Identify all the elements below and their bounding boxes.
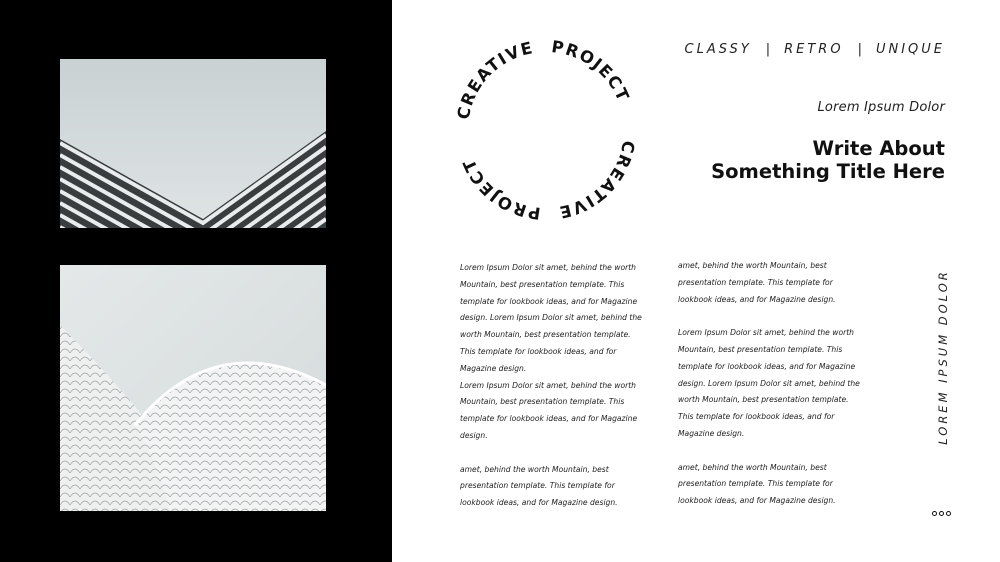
tagline: [685, 42, 945, 57]
subtitle: Lorem Ipsum Dolor: [817, 100, 945, 115]
tagline-item-classy: CLASSY: [684, 42, 752, 57]
circle-arc-text-4: PROJECT: [458, 155, 542, 223]
tagline-item-retro: RETRO: [784, 42, 844, 57]
dot-icon: [946, 511, 951, 516]
creative-project-circle-badge: [452, 36, 640, 224]
title-line-2: Something Title Here: [711, 160, 945, 183]
circle-arc-text-2: PROJECT: [550, 37, 634, 105]
paragraph: Lorem Ipsum Dolor sit amet, behind the worth Mountain, best presentation template. This template for lookbook ideas, and for Magazine design.: [460, 380, 638, 440]
more-dots-icon[interactable]: [932, 511, 951, 516]
dot-icon: [932, 511, 937, 516]
tagline-item-unique: UNIQUE: [875, 42, 945, 57]
vertical-label: LOREM IPSUM DOLOR: [936, 269, 950, 445]
title-line-1: Write About: [812, 137, 945, 160]
architecture-photo-top: [60, 59, 326, 228]
paragraph: amet, behind the worth Mountain, best presentation template. This template for lookbook ideas, and for Magazine design.: [460, 464, 618, 508]
body-column-left: [460, 260, 646, 512]
dot-icon: [939, 511, 944, 516]
circle-arc-text-3: CREATIVE: [556, 138, 639, 223]
architecture-photo-bottom: [60, 265, 326, 511]
circle-arc-text-1: CREATIVE: [453, 37, 536, 122]
paragraph: amet, behind the worth Mountain, best presentation template. This template for lookbook ideas, and for Magazine design.: [678, 261, 836, 304]
tagline-separator: |: [765, 42, 771, 57]
page-title: [711, 137, 945, 183]
paragraph: Lorem Ipsum Dolor sit amet, behind the worth Mountain, best presentation template. This template for lookbook ideas, and for Magazine design. Lorem Ipsum Dolor sit amet, behind the worth Mountain, best presentation template. This template for lookbook ideas, and for Magazine design.: [460, 263, 642, 373]
paragraph: Lorem Ipsum Dolor sit amet, behind the worth Mountain, best presentation template. This template for lookbook ideas, and for Magazine design. Lorem Ipsum Dolor sit amet, behind the worth Mountain, best presentation template. This template for lookbook ideas, and for Magazine design.: [678, 328, 860, 438]
paragraph: amet, behind the worth Mountain, best presentation template. This template for lookbook ideas, and for Magazine design.: [678, 462, 836, 506]
body-column-right: [678, 258, 864, 510]
tagline-separator: |: [857, 42, 862, 57]
